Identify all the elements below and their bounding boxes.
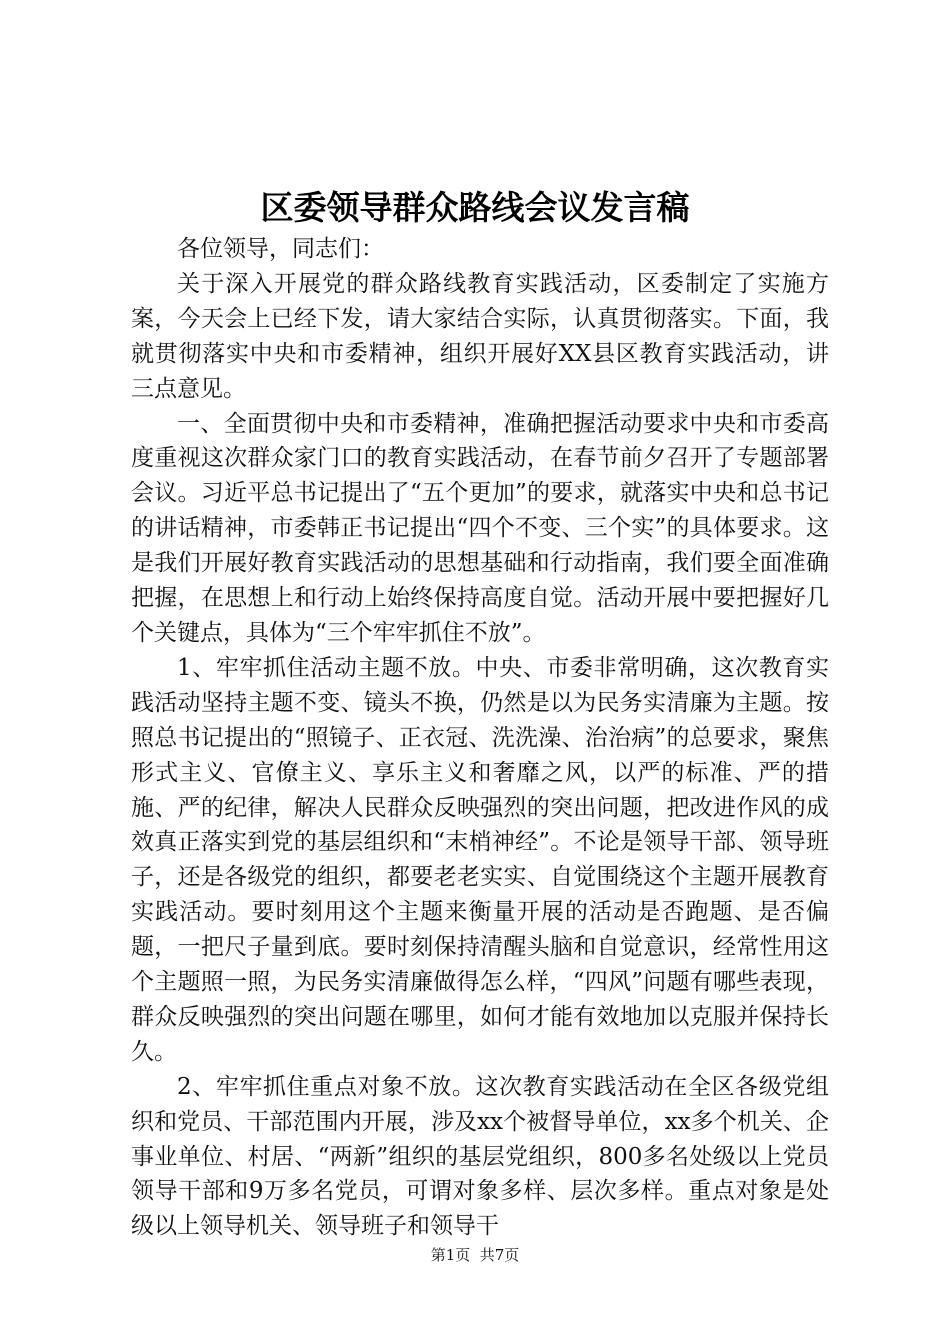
paragraph-point-one: 1、牢牢抓住活动主题不放。中央、市委非常明确，这次教育实践活动坚持主题不变、镜头不换，仍然是以为民务实清廉为主题。按照总书记提出的“照镜子、正衣冠、洗洗澡、治治病”的总要求，聚焦形式主义、官僚主义、享乐主义和奢靡之风，以严的标准、严的措施、严的纪律，解决人民群众反映强烈的突出问题，把改进作风的成效真正落实到党的基层组织和“末梢神经”。不论是领导干部、领导班子，还是各级党的组织，都要老老实实、自觉围绕这个主题开展教育实践活动。要时刻用这个主题来衡量开展的活动是否跑题、是否偏题，一把尺子量到底。要时刻保持清醒头脑和自觉意识，经常性用这个主题照一照，为民务实清廉做得怎么样，“四风”问题有哪些表现，群众反映强烈的突出问题在哪里，如何才能有效地加以克服并保持长久。 — [131, 654, 829, 1065]
document-body — [131, 232, 829, 1244]
document-title: 区委领导群众路线会议发言稿 — [260, 188, 690, 227]
greeting: 各位领导，同志们： — [177, 236, 384, 262]
paragraph-point-two: 2、牢牢抓住重点对象不放。这次教育实践活动在全区各级党组织和党员、干部范围内开展，涉及xx个被督导单位，xx多个机关、企事业单位、村居、“两新”组织的基层党组织，800多名处级以上党员领导干部和9万多名党员，可谓对象多样、层次多样。重点对象是处级以上领导机关、领导班子和领导干 — [131, 1073, 829, 1240]
page-footer — [0, 1245, 950, 1265]
page-number: 第1页 共7页 — [430, 1246, 520, 1264]
paragraph-section-one: 一、全面贯彻中央和市委精神，准确把握活动要求中央和市委高度重视这次群众家门口的教育实践活动，在春节前夕召开了专题部署会议。习近平总书记提出了“五个更加”的要求，就落实中央和总书记的讲话精神，市委韩正书记提出“四个不变、三个实”的具体要求。这是我们开展好教育实践活动的思想基础和行动指南，我们要全面准确把握，在思想上和行动上始终保持高度自觉。活动开展中要把握好几个关键点，具体为“三个牢牢抓住不放”。 — [131, 410, 829, 646]
paragraph-intro: 关于深入开展党的群众路线教育实践活动，区委制定了实施方案，今天会上已经下发，请大家结合实际，认真贯彻落实。下面，我就贯彻落实中央和市委精神，组织开展好XX县区教育实践活动，讲三点意见。 — [131, 270, 829, 402]
